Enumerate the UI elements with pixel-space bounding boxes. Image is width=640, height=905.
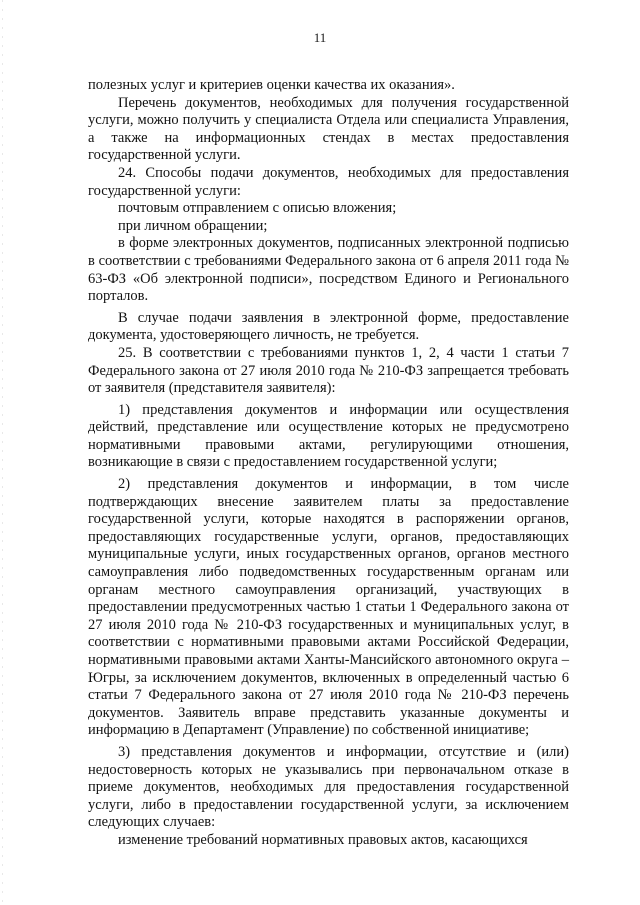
page-number: 11 [313, 30, 327, 45]
paragraph-in-person: при личном обращении; [118, 217, 268, 234]
paragraph-item-25: 25. В соответствии с требованиями пунктов 1, 2, 4 части 1 статьи 7 Федерального закона от 27 июля 2010 года № 210-ФЗ запрещается требовать от заявителя (представителя заявителя): [88, 344, 569, 397]
paragraph-subitem-3: 3) представления документов и информации, отсутствие и (или) недостоверность которых не указывались при первоначальном отказе в приеме документов, необходимых для предоставления государственной услуги, либо в предоставлении государственной услуги, за исключением следующих случаев: [88, 743, 569, 831]
paragraph-subitem-1: 1) представления документов и информации или осуществления действий, представление или осуществление которых не предусмотрено нормативными правовыми актами, регулирующими отношения, возникающие в связи с предоставлением государственной услуги; [88, 401, 569, 471]
document-body [88, 77, 569, 850]
paragraph-continuation: полезных услуг и критериев оценки качества их оказания». [88, 77, 455, 93]
paragraph-subitem-2: 2) представления документов и информации, в том числе подтверждающих внесение заявителем платы за предоставление государственной услуги, которые находятся в распоряжении органов, предоставляющих государственные услуги, органов, предоставляющих муниципальные услуги, иных государственных органов, органов местного самоуправления либо подведомственных государственным органам или органам местного самоуправления организаций, участвующих в предоставлении предусмотренных частью 1 статьи 1 Федерального закона от 27 июля 2010 года № 210-ФЗ государственных и муниципальных услуг, в соответствии с нормативными правовыми актами Российской Федерации, нормативными правовыми актами Ханты-Мансийского автономного округа – Югры, за исключением документов, включенных в определенный частью 6 статьи 7 Федерального закона от 27 июля 2010 года № 210-ФЗ перечень документов. Заявитель вправе представить указанные документы и информацию в Департамент (Управление) по собственной инициативе; [88, 476, 569, 739]
paragraph-electronic: в форме электронных документов, подписанных электронной подписью в соответствии с требованиями Федерального закона от 6 апреля 2011 года № 63-ФЗ «Об электронной подписи», посредством Единого и Регионального порталов. [88, 235, 569, 305]
scan-edge-artifact [2, 0, 3, 905]
paragraph-item-24: 24. Способы подачи документов, необходимых для предоставления государственной услуги: [88, 164, 569, 199]
paragraph-electronic-id: В случае подачи заявления в электронной форме, предоставление документа, удостоверяющего личность, не требуется. [88, 309, 569, 344]
paragraph-document-list: Перечень документов, необходимых для получения государственной услуги, можно получить у специалиста Отдела или специалиста Управления, а также на информационных стендах в местах предоставления государственной услуги. [88, 94, 569, 164]
paragraph-postal: почтовым отправлением с описью вложения; [118, 200, 397, 217]
paragraph-change-requirements: изменение требований нормативных правовых актов, касающихся [118, 831, 528, 848]
